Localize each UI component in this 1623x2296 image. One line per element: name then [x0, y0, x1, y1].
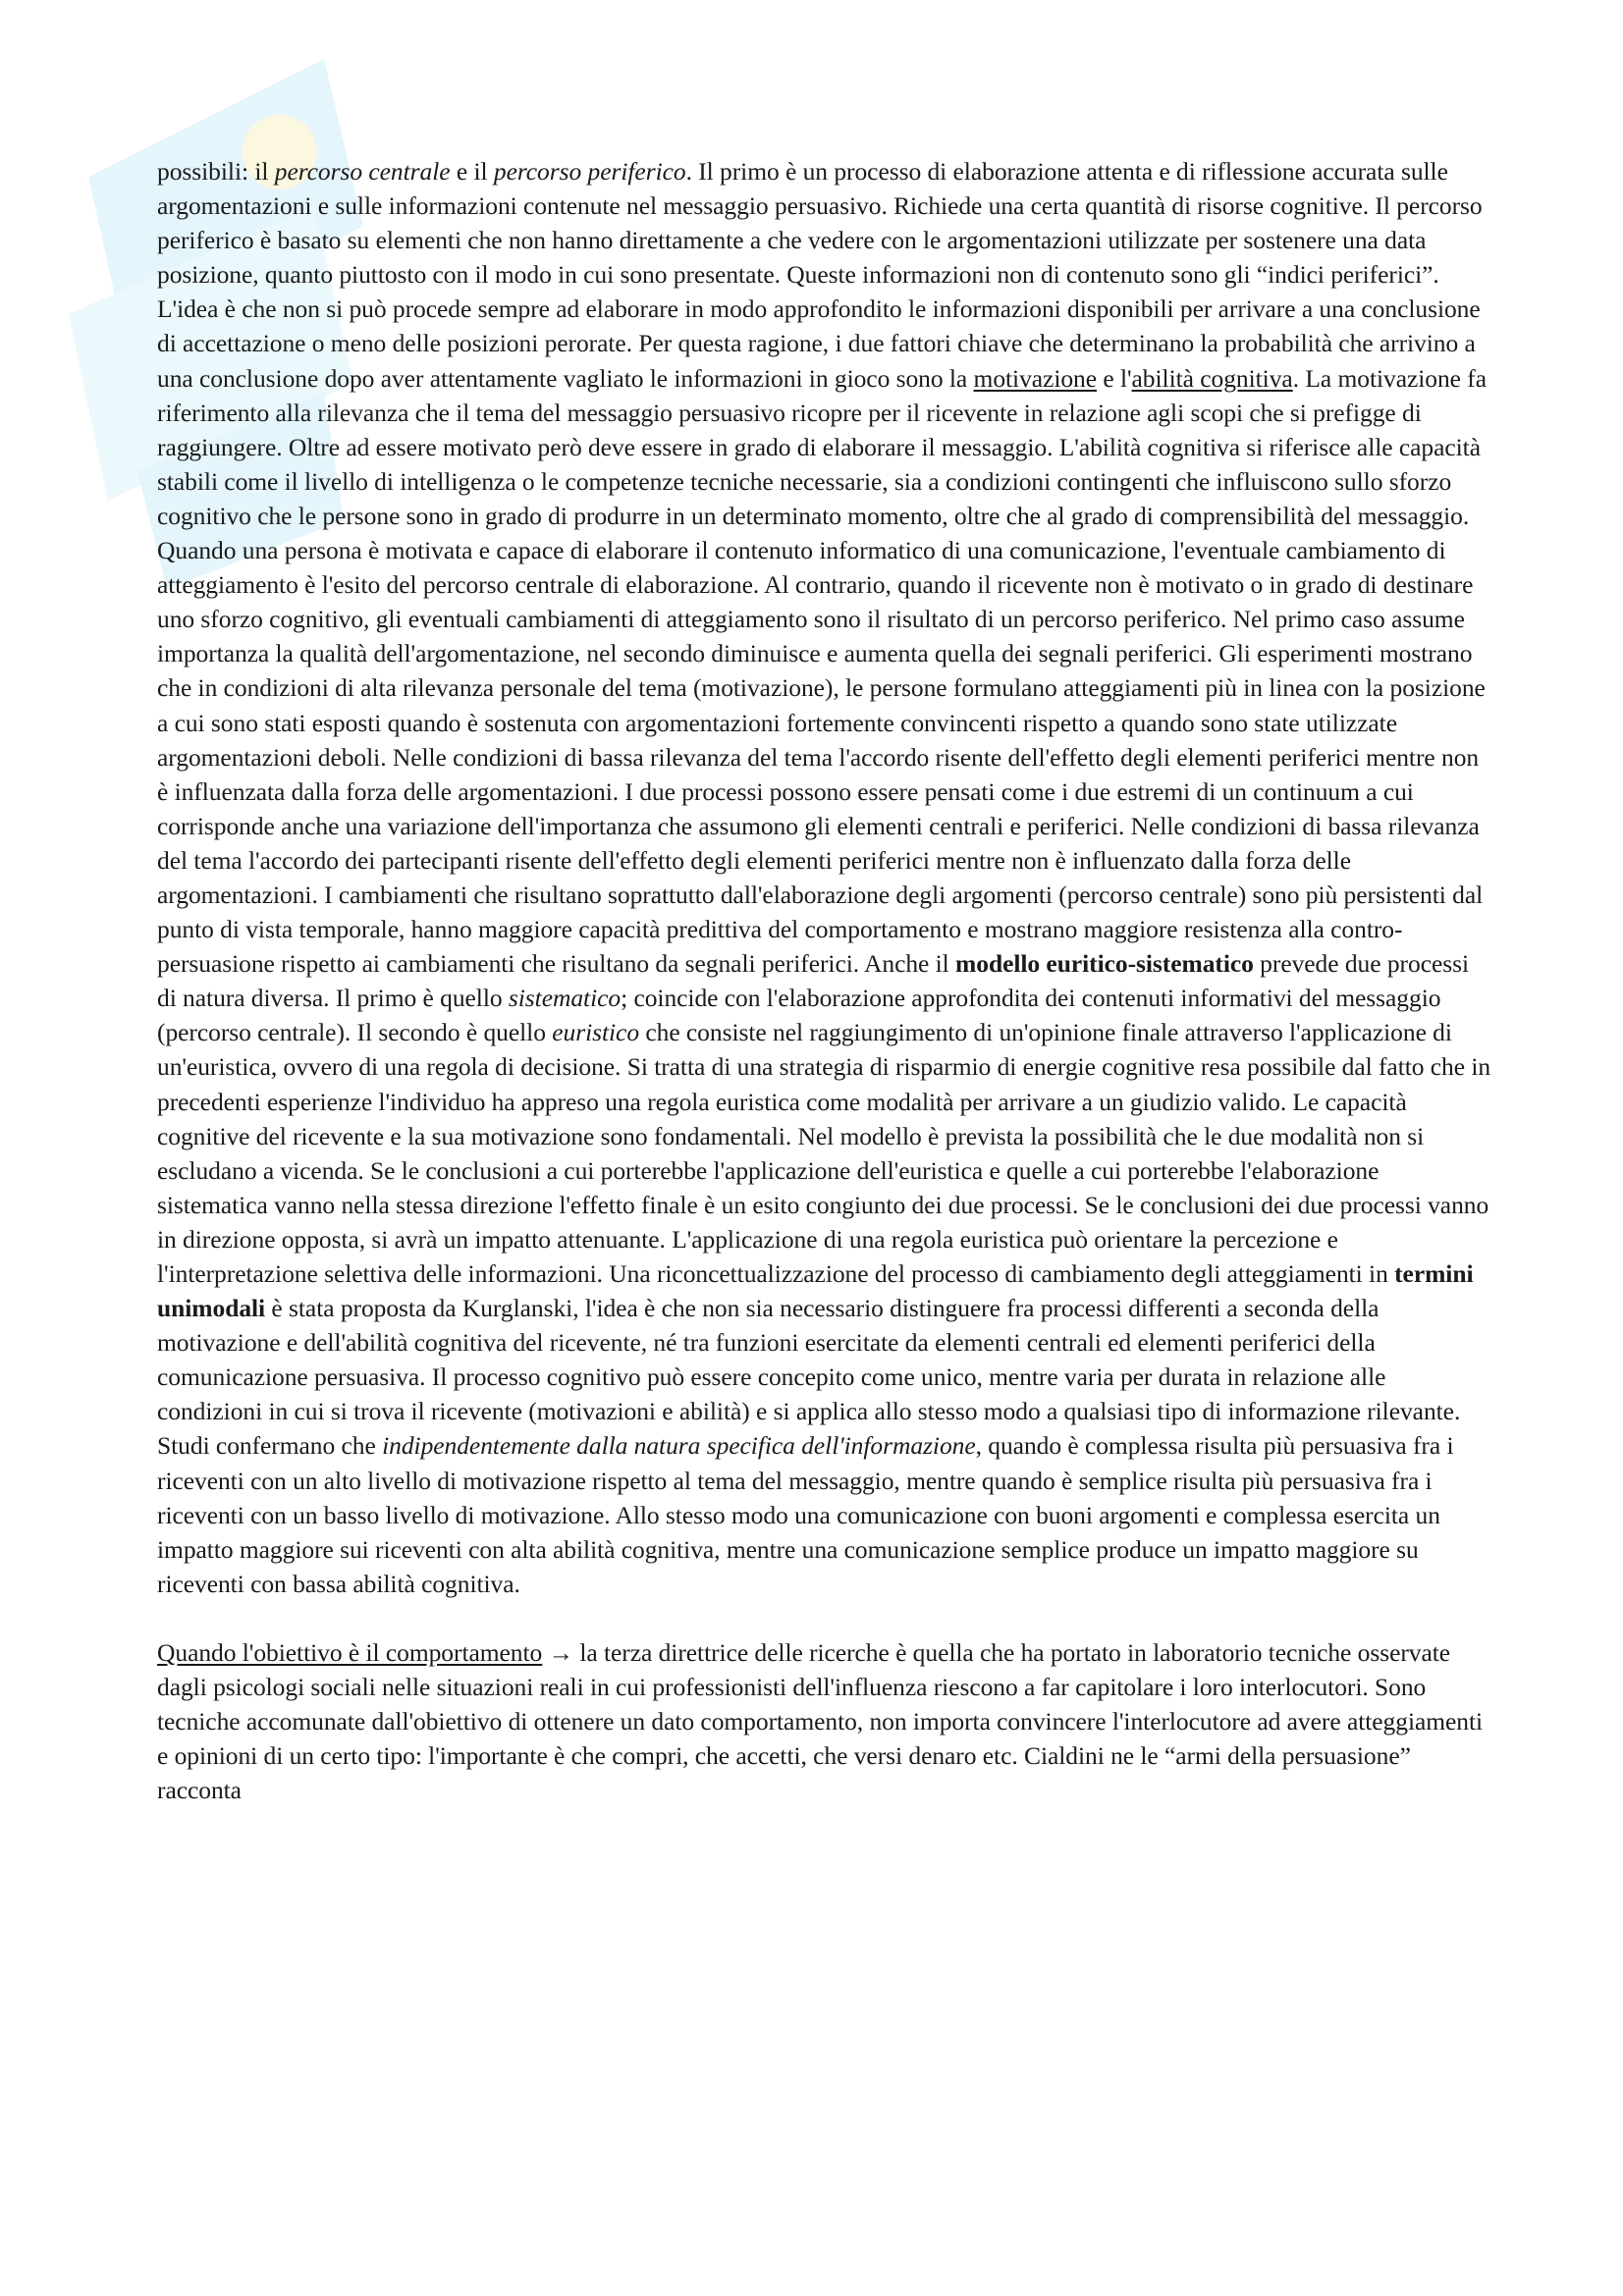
text-segment: e il [450, 157, 494, 186]
text-segment: . La motivazione fa riferimento alla rilevanza che il tema del messaggio persuasivo ricopre per il ricevente in relazione agli scopi che si prefigge di raggiungere. Oltre ad essere motivato però deve essere in grado di elaborare il messaggio. L'abilità cognitiva si riferisce alle capacità stabili come il livello di intelligenza o le competenze tecniche necessarie, sia a condizioni contingenti che influiscono sullo sforzo cognitivo che le persone sono in grado di produrre in un determinato momento, oltre che al grado di comprensibilità del messaggio. Quando una persona è motivata e capace di elaborare il contenuto informatico di una comunicazione, l'eventuale cambiamento di atteggiamento è l'esito del percorso centrale di elaborazione. Al contrario, quando il ricevente non è motivato o in grado di destinare uno sforzo cognitivo, gli eventuali cambiamenti di atteggiamento sono il risultato di un percorso periferico. Nel primo caso assume importanza la qualità dell'argomentazione, nel secondo diminuisce e aumenta quella dei segnali periferici. Gli esperimenti mostrano che in condizioni di alta rilevanza personale del tema (motivazione), le persone formulano atteggiamenti più in linea con la posizione a cui sono stati esposti quando è sostenuta con argomentazioni fortemente convincenti rispetto a quando sono state utilizzate argomentazioni deboli. Nelle condizioni di bassa rilevanza del tema l'accordo risente dell'effetto degli elementi periferici mentre non è influenzata dalla forza delle argomentazioni. I due processi possono essere pensati come i due estremi di un continuum a cui corrisponde anche una variazione dell'importanza che assumono gli elementi centrali e periferici. Nelle condizioni di bassa rilevanza del tema l'accordo dei partecipanti risente dell'effetto degli elementi periferici mentre non è influenzato dalla forza delle argomentazioni. I cambiamenti che risultano soprattutto dall'elaborazione degli argomenti (percorso centrale) sono più persistenti dal punto di vista temporale, hanno maggiore capacità predittiva del comportamento e mostrano maggiore resistenza alla contro-persuasione rispetto ai cambiamenti che risultano da segnali periferici. Anche il [157, 363, 1487, 979]
term-unimodal: termini unimodali [157, 1259, 1474, 1323]
text-segment: → la terza direttrice delle ricerche è quella che ha portato in laboratorio tecniche osservate dagli psicologi sociali nelle situazioni reali in cui professionisti dell'influenza riescono a far capitolare i loro interlocutori. Sono tecniche accomunate dall'obiettivo di ottenere un dato comportamento, non importa convincere l'interlocutore ad avere atteggiamenti e opinioni di un certo tipo: l'importante è che compri, che accetti, che versi denaro etc. Cialdini ne le “armi della persuasione” racconta [157, 1637, 1484, 1805]
term-heuristic: euristico [552, 1018, 640, 1047]
term-cognitive-ability: abilità cognitiva [1131, 363, 1293, 393]
text-segment: possibili: il [157, 157, 275, 186]
text-segment: che consiste nel raggiungimento di un'opinione finale attraverso l'applicazione di un'euristica, ovvero di una regola di decisione. Si tratta di una strategia di risparmio di energie cognitive resa possibile dal fatto che in precedenti esperienze l'individuo ha appreso una regola euristica come modalità per arrivare a un giudizio valido. Le capacità cognitive del ricevente e la sua motivazione sono fondamentali. Nel modello è prevista la possibilità che le due modalità non si escludano a vicenda. Se le conclusioni a cui porterebbe l'applicazione dell'euristica e quelle a cui porterebbe l'elaborazione sistematica vanno nella stessa direzione l'effetto finale è un esito congiunto dei due processi. Se le conclusioni dei due processi vanno in direzione opposta, si avrà un impatto attenuante. L'applicazione di una regola euristica può orientare la percezione e l'interpretazione selettiva delle informazioni. Una riconcettualizzazione del processo di cambiamento degli atteggiamenti in [157, 1018, 1491, 1288]
text-segment: , quando è complessa risulta più persuasiva fra i riceventi con un alto livello di motivazione rispetto al tema del messaggio, mentre quando è semplice risulta più persuasiva fra i riceventi con un basso livello di motivazione. Allo stesso modo una comunicazione con buoni argomenti e complessa esercita un impatto maggiore sui riceventi con alta abilità cognitiva, mentre una comunicazione semplice produce un impatto maggiore su riceventi con bassa abilità cognitiva. [157, 1431, 1454, 1598]
term-central-route: percorso centrale [274, 157, 451, 186]
section-heading-behavior: Quando l'obiettivo è il comportamento [157, 1637, 543, 1667]
text-segment: . Il primo è un processo di elaborazione attenta e di riflessione accurata sulle argomentazioni e sulle informazioni contenute nel messaggio persuasivo. Richiede una certa quantità di risorse cognitive. Il percorso periferico è basato su elementi che non hanno direttamente a che vedere con le argomentazioni utilizzate per sostenere una data posizione, quanto piuttosto con il modo in cui sono presentate. Queste informazioni non di contenuto sono gli “indici periferici”. L'idea è che non si può procede sempre ad elaborare in modo approfondito le informazioni disponibili per arrivare a una conclusione di accettazione o meno delle posizioni perorate. Per questa ragione, i due fattori chiave che determinano la probabilità che arrivino a una conclusione dopo aver attentamente vagliato le informazioni in gioco sono la [157, 157, 1483, 393]
text-segment: è stata proposta da Kurglanski, l'idea è che non sia necessario distinguere fra processi differenti a seconda della motivazione e dell'abilità cognitiva del ricevente, né tra funzioni esercitate da elementi centrali ed elementi periferici della comunicazione persuasiva. Il processo cognitivo può essere concepito come unico, mentre varia per durata in relazione alle condizioni in cui si trova il ricevente (motivazioni e abilità) e si applica allo stesso modo a qualsiasi tipo di informazione rilevante. Studi confermano che [157, 1294, 1461, 1461]
term-independently: indipendentemente dalla natura specifica dell'informazione [382, 1431, 976, 1461]
term-systematic: sistematico [508, 984, 622, 1013]
term-peripheral-route: percorso periferico [493, 157, 686, 186]
text-segment: prevede due processi di natura diversa. Il primo è quello [157, 949, 1470, 1013]
term-motivation: motivazione [973, 363, 1098, 393]
term-heuristic-systematic-model: modello euritico-sistematico [955, 949, 1254, 979]
text-segment: e l' [1097, 363, 1132, 393]
text-segment: ; coincide con l'elaborazione approfondita dei contenuti informativi del messaggio (percorso centrale). Il secondo è quello [157, 984, 1441, 1047]
paragraph-persuasion-routes [157, 154, 1492, 1601]
paragraph-behavior-goal [157, 1635, 1492, 1807]
document-body [157, 154, 1492, 1807]
